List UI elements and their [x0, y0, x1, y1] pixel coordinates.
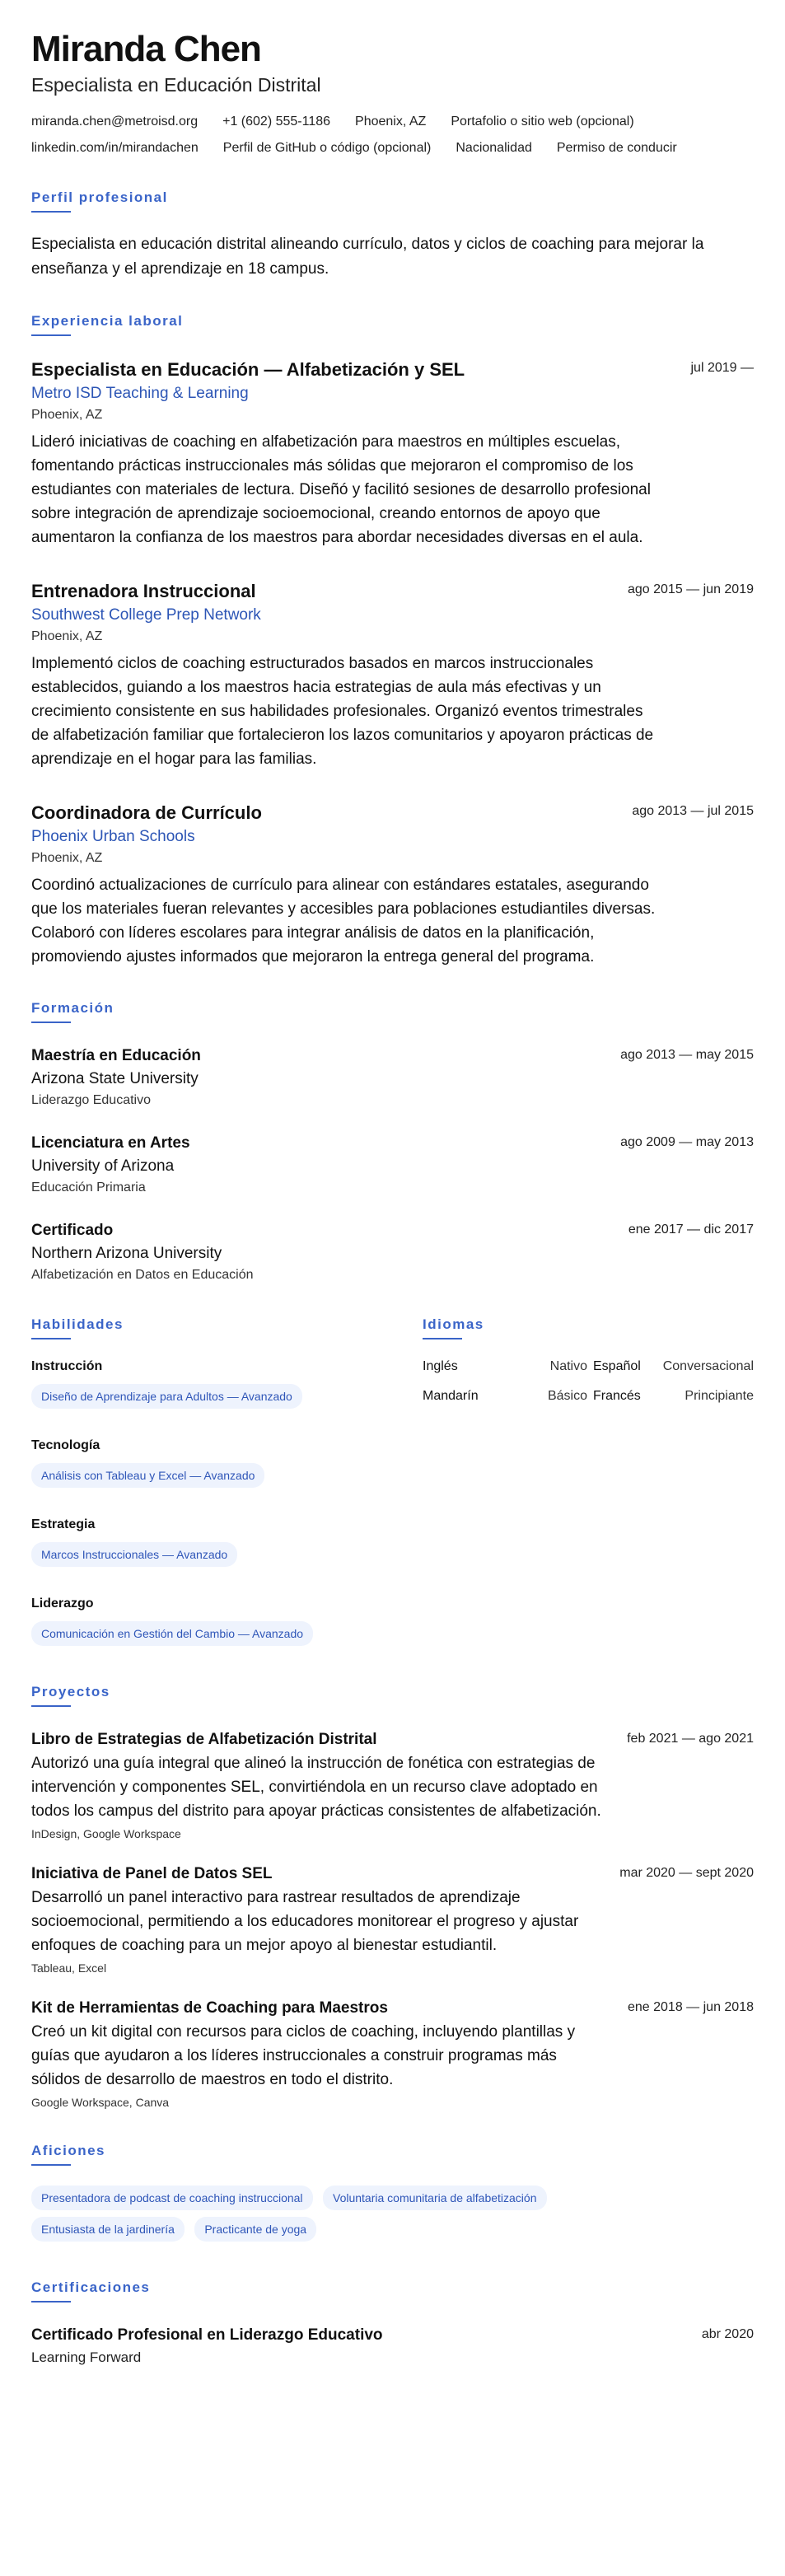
language-level: Nativo	[549, 1359, 587, 1373]
job-title: Entrenadora Instruccional	[31, 581, 256, 601]
job-company: Southwest College Prep Network	[31, 606, 261, 624]
project-entry	[31, 1863, 754, 1977]
project-description: Desarrolló un panel interactivo para rastrear resultados de aprendizaje socioemocional, permitiendo a los educadores monitorear el progreso y ajustar enfoques de coaching para un mejor apoyo al bienestar estudiantil.	[31, 1889, 579, 1954]
section-heading: Perfil profesional	[31, 189, 168, 213]
section-heading: Idiomas	[423, 1316, 484, 1339]
skill-group	[31, 1358, 373, 1415]
section-heading: Proyectos	[31, 1684, 110, 1707]
project-entry	[31, 1728, 754, 1843]
person-name: Miranda Chen	[31, 29, 261, 69]
job-description: Lideró iniciativas de coaching en alfabetización para maestros en múltiples escuelas, fomentando prácticas instruccionales más sólidas que mejoraron el compromiso de los estudiantes con materiales de lectura. Diseñó y facilitó sesiones de desarrollo profesional sobre integración de aprendizaje socioemocional, creando entornos de apoyo que aumentaron la confianza de los maestros para abordar necesidades diversas en el aula.	[31, 433, 651, 546]
language-row	[423, 1387, 754, 1405]
language-name: Francés	[593, 1389, 641, 1403]
resume-header	[31, 28, 754, 158]
skill-group	[31, 1595, 373, 1653]
education-entry	[31, 1132, 754, 1198]
project-title: Kit de Herramientas de Coaching para Maestros	[31, 1999, 388, 2017]
education-field: Alfabetización en Datos en Educación	[31, 1268, 254, 1282]
job-title: Especialista en Educación — Alfabetización y SEL	[31, 359, 465, 380]
certifications-section	[31, 2279, 754, 2368]
education-dates: ene 2017 — dic 2017	[628, 1223, 754, 1237]
education-section	[31, 1000, 754, 1285]
skill-category: Estrategia	[31, 1517, 96, 1531]
job-location: Phoenix, AZ	[31, 629, 103, 643]
education-field: Liderazgo Educativo	[31, 1093, 151, 1107]
project-title: Libro de Estrategias de Alfabetización Distrital	[31, 1731, 377, 1748]
skill-chip: Diseño de Aprendizaje para Adultos — Avanzado	[31, 1384, 302, 1409]
job-dates: ago 2015 — jun 2019	[627, 582, 754, 596]
education-school: University of Arizona	[31, 1157, 175, 1175]
contact-list	[31, 112, 756, 158]
skill-group	[31, 1516, 373, 1573]
project-description: Creó un kit digital con recursos para ciclos de coaching, incluyendo plantillas y guías que ayudaron a los líderes instruccionales a construir programas más sólidos de desarrollo de maestros en todo el distrito.	[31, 2023, 576, 2088]
contact-linkedin: linkedin.com/in/mirandachen	[31, 141, 199, 155]
contact-github: Perfil de GitHub o código (opcional)	[222, 141, 432, 155]
project-description: Autorizó una guía integral que alineó la instrucción de fonética con estrategias de intervención y componentes SEL, convirtiéndola en un recurso clave adoptado en todos los campus del distrito para apoyar prácticas consistentes de alfabetización.	[31, 1755, 601, 1820]
job-company: Phoenix Urban Schools	[31, 828, 195, 845]
skill-category: Instrucción	[31, 1359, 103, 1373]
hobbies-section	[31, 2143, 754, 2248]
education-degree: Certificado	[31, 1222, 114, 1239]
certification-org: Learning Forward	[31, 2349, 142, 2365]
job-description: Coordinó actualizaciones de currículo para alinear con estándares estatales, asegurando que los materiales fueran relevantes y accesibles para poblaciones estudiantiles diversas. Colaboró con líderes escolares para integrar análisis de datos en la planificación, promoviendo ajustes informados que mejoraron la entrega general del programa.	[31, 877, 656, 965]
job-company: Metro ISD Teaching & Learning	[31, 385, 249, 402]
education-degree: Maestría en Educación	[31, 1047, 201, 1064]
job-dates: jul 2019 —	[690, 361, 754, 375]
skills-languages-row	[31, 1316, 754, 1653]
education-degree: Licenciatura en Artes	[31, 1134, 190, 1152]
section-heading: Habilidades	[31, 1316, 124, 1339]
project-tools: InDesign, Google Workspace	[31, 1827, 181, 1840]
education-field: Educación Primaria	[31, 1180, 146, 1194]
section-heading: Aficiones	[31, 2143, 105, 2166]
hobby-chip: Presentadora de podcast de coaching instruccional	[31, 2186, 313, 2210]
language-level: Conversacional	[662, 1359, 754, 1373]
contact-portfolio: Portafolio o sitio web (opcional)	[451, 115, 634, 129]
language-name: Inglés	[423, 1359, 458, 1373]
profile-section	[31, 189, 754, 282]
language-level: Básico	[547, 1389, 587, 1403]
project-title: Iniciativa de Panel de Datos SEL	[31, 1865, 273, 1882]
experience-section	[31, 313, 754, 969]
education-school: Northern Arizona University	[31, 1245, 222, 1262]
section-heading: Formación	[31, 1000, 114, 1023]
education-dates: ago 2009 — may 2013	[620, 1135, 754, 1149]
education-entry	[31, 1219, 754, 1285]
job-dates: ago 2013 — jul 2015	[632, 804, 754, 818]
job-entry	[31, 358, 754, 549]
hobby-list	[31, 2186, 657, 2248]
skill-chip: Marcos Instruccionales — Avanzado	[31, 1542, 237, 1567]
contact-email: miranda.chen@metroisd.org	[31, 115, 199, 129]
project-dates: feb 2021 — ago 2021	[627, 1732, 754, 1746]
job-description: Implementó ciclos de coaching estructurados basados en marcos instruccionales establecidos, guiando a los maestros hacia estrategias de aula más efectivas y un crecimiento consistente en sus habilidades profesionales. Organizó eventos trimestrales de alfabetización familiar que fortalecieron los lazos comunitarios y apoyaron prácticas de aprendizaje en el hogar para las familias.	[31, 655, 654, 768]
language-name: Mandarín	[423, 1389, 479, 1403]
language-level: Principiante	[685, 1389, 754, 1403]
education-entry	[31, 1045, 754, 1110]
hobby-chip: Entusiasta de la jardinería	[31, 2217, 185, 2242]
job-entry	[31, 579, 754, 771]
project-entry	[31, 1997, 754, 2111]
contact-location: Phoenix, AZ	[355, 115, 427, 129]
skill-chip: Análisis con Tableau y Excel — Avanzado	[31, 1463, 264, 1488]
job-location: Phoenix, AZ	[31, 851, 103, 865]
project-dates: ene 2018 — jun 2018	[627, 2000, 754, 2014]
projects-section	[31, 1684, 754, 2111]
project-tools: Google Workspace, Canva	[31, 2096, 170, 2109]
education-dates: ago 2013 — may 2015	[620, 1048, 754, 1062]
job-entry	[31, 801, 754, 969]
skill-chip: Comunicación en Gestión del Cambio — Avanzado	[31, 1621, 313, 1646]
language-name: Español	[593, 1359, 641, 1373]
skill-group	[31, 1437, 373, 1494]
contact-phone: +1 (602) 555-1186	[222, 115, 331, 129]
section-heading: Experiencia laboral	[31, 313, 183, 336]
certification-entry	[31, 2324, 754, 2368]
certification-title: Certificado Profesional en Liderazgo Educativo	[31, 2326, 383, 2344]
job-location: Phoenix, AZ	[31, 408, 103, 422]
contact-driving-license: Permiso de conducir	[556, 141, 677, 155]
languages-section	[423, 1316, 754, 1653]
job-title: Coordinadora de Currículo	[31, 802, 262, 823]
project-tools: Tableau, Excel	[31, 1961, 107, 1975]
education-school: Arizona State University	[31, 1070, 199, 1087]
language-row	[423, 1358, 754, 1376]
certification-date: abr 2020	[701, 2327, 754, 2341]
project-dates: mar 2020 — sept 2020	[619, 1866, 754, 1880]
skill-category: Tecnología	[31, 1438, 100, 1452]
hobby-chip: Practicante de yoga	[194, 2217, 316, 2242]
hobby-chip: Voluntaria comunitaria de alfabetización	[323, 2186, 547, 2210]
skill-category: Liderazgo	[31, 1597, 94, 1611]
contact-nationality: Nacionalidad	[456, 141, 532, 155]
person-title: Especialista en Educación Distrital	[31, 74, 321, 96]
profile-summary: Especialista en educación distrital alineando currículo, datos y ciclos de coaching para mejorar la enseñanza y el aprendizaje en 18 campus.	[31, 236, 704, 278]
skills-section	[31, 1316, 373, 1653]
section-heading: Certificaciones	[31, 2279, 150, 2303]
